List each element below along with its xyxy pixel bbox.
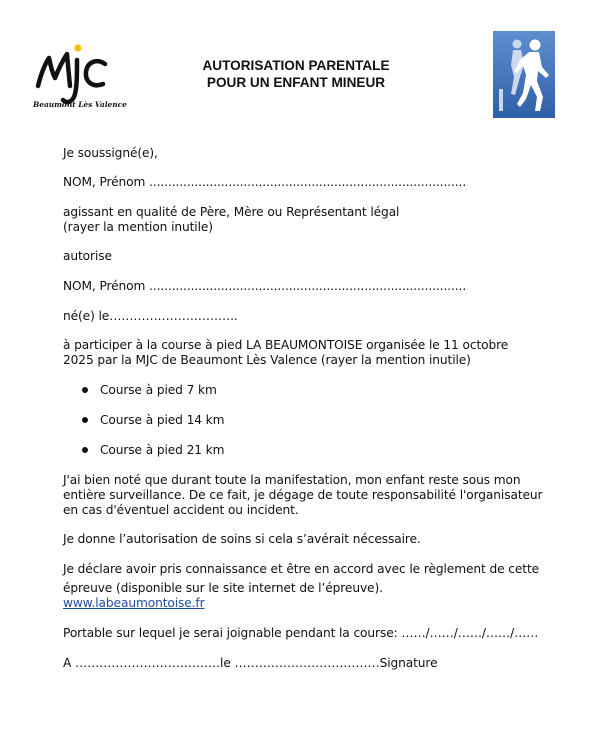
bullet-icon (82, 417, 88, 423)
page-title-line2: POUR UN ENFANT MINEUR (206, 75, 386, 90)
reglement-line1: Je déclare avoir pris connaissance et être en accord avec le règlement de cette (63, 562, 540, 576)
phone-field: Portable sur lequel je serai joignable pendant la course: ……/……/……/……/…… (63, 626, 539, 640)
runner-logo (493, 31, 555, 118)
reglement-line2: épreuve (disponible sur le site internet de l’épreuve). (63, 581, 383, 595)
participation-line2: 2025 par la MJC de Beaumont Lès Valence (rayer la mention inutile) (63, 353, 471, 367)
qualite-text: agissant en qualité de Père, Mère ou Représentant légal (63, 205, 400, 219)
surveillance-line2: entière surveillance. De ce fait, je dégage de toute responsabilité l'organisateur (63, 488, 543, 502)
bullet-icon (82, 387, 88, 393)
parent-name-field: NOM, Prénom .................................................................................... (63, 175, 467, 189)
logo-caption: Beaumont Lès Valence (33, 100, 127, 109)
birthdate-field: né(e) le………………………….. (63, 309, 238, 323)
signature-field: A ………………………………le ………………………………Signature (63, 656, 438, 670)
bullet-icon (82, 447, 88, 453)
participation-line1: à participer à la course à pied LA BEAUMONTOISE organisée le 11 octobre (63, 338, 509, 352)
surveillance-line3: en cas d'éventuel accident ou incident. (63, 503, 299, 517)
page-title-line1: AUTORISATION PARENTALE (202, 58, 390, 73)
website-link[interactable]: www.labeaumontoise.fr (63, 596, 205, 610)
qualite-note: (rayer la mention inutile) (63, 220, 213, 234)
course-option-14km: Course à pied 14 km (100, 413, 225, 427)
autorise-text: autorise (63, 249, 112, 263)
course-option-7km: Course à pied 7 km (100, 383, 217, 397)
course-option-21km: Course à pied 21 km (100, 443, 225, 457)
surveillance-line1: J'ai bien noté que durant toute la manifestation, mon enfant reste sous mon (63, 473, 521, 487)
soins-text: Je donne l’autorisation de soins si cela s’avérait nécessaire. (63, 532, 421, 546)
intro-text: Je soussigné(e), (63, 146, 158, 160)
child-name-field: NOM, Prénom .................................................................................... (63, 279, 467, 293)
